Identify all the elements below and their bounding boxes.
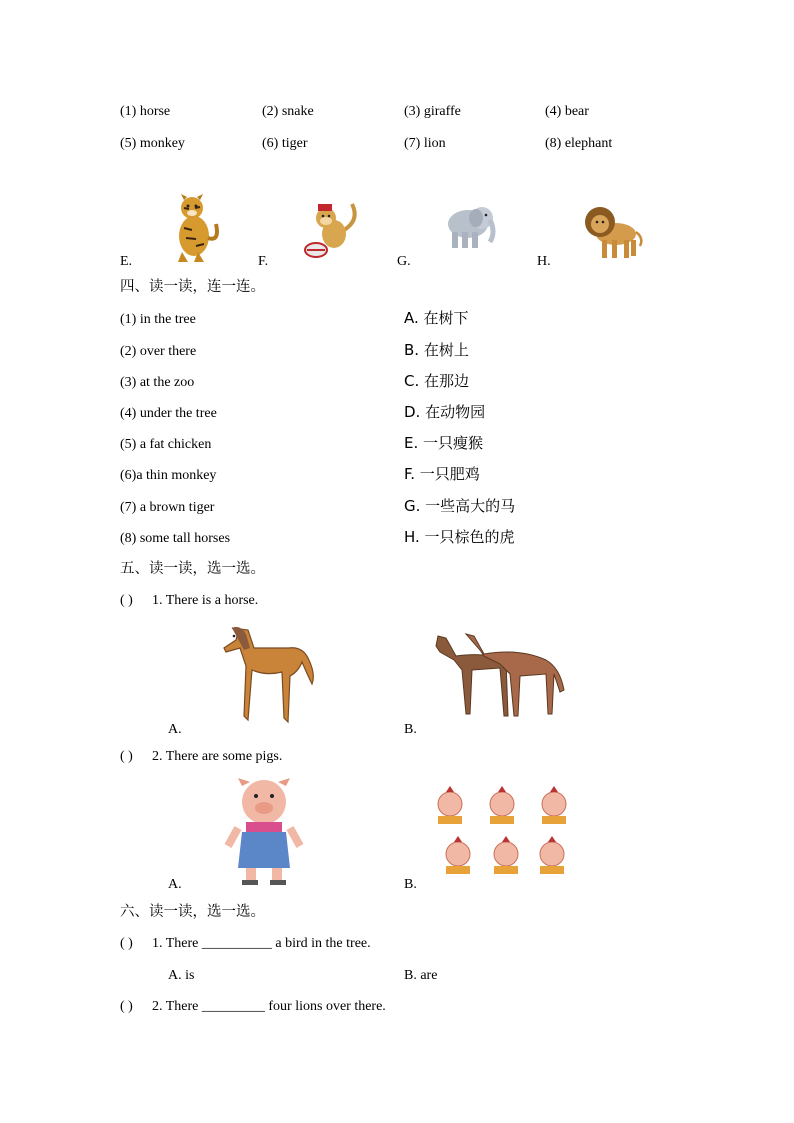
match-left-item: (5) a fat chicken — [120, 437, 212, 452]
vocab-item: (8) elephant — [545, 136, 613, 151]
monkey-drummer-icon — [304, 200, 360, 262]
lion-icon — [582, 200, 644, 262]
option-a[interactable]: A. is — [168, 968, 195, 983]
match-right-item: C. 在那边 — [404, 372, 470, 390]
answer-bracket[interactable]: ( ) — [120, 999, 133, 1014]
match-left-item: (8) some tall horses — [120, 531, 231, 546]
vocab-item: (3) giraffe — [404, 104, 461, 119]
vocab-item: (6) tiger — [262, 136, 308, 151]
section6-title: 六、读一读，选一选。 — [120, 904, 265, 920]
two-horses-icon — [432, 628, 568, 724]
six-pigs-icon — [430, 786, 576, 882]
match-right-item: H. 一只棕色的虎 — [404, 528, 515, 546]
question-text: 1. There __________ a bird in the tree. — [152, 936, 371, 951]
match-left-item: (1) in the tree — [120, 312, 196, 327]
match-right-item: B. 在树上 — [404, 341, 469, 359]
option-a-label[interactable]: A. — [168, 877, 182, 892]
vocab-item: (7) lion — [404, 136, 446, 151]
option-b-label[interactable]: B. — [404, 877, 417, 892]
section5-title: 五、读一读，选一选。 — [120, 561, 265, 577]
match-left-item: (6)a thin monkey — [120, 468, 217, 483]
question-text: 2. There _________ four lions over there. — [152, 999, 386, 1014]
match-left-item: (3) at the zoo — [120, 375, 195, 390]
answer-bracket[interactable]: ( ) — [120, 749, 133, 764]
tiger-icon — [166, 192, 222, 264]
section4-title: 四、读一读，连一连。 — [120, 279, 265, 295]
answer-bracket[interactable]: ( ) — [120, 593, 133, 608]
option-a-label[interactable]: A. — [168, 722, 182, 737]
question-text: 2. There are some pigs. — [152, 749, 283, 764]
horse-icon — [220, 622, 320, 734]
picture-label-e: E. — [120, 254, 133, 269]
match-left-item: (7) a brown tiger — [120, 500, 215, 515]
picture-label-h: H. — [537, 254, 551, 269]
pig-icon — [224, 776, 306, 886]
option-b[interactable]: B. are — [404, 968, 438, 983]
vocab-item: (1) horse — [120, 104, 171, 119]
match-left-item: (4) under the tree — [120, 406, 217, 421]
option-b-label[interactable]: B. — [404, 722, 417, 737]
question-text: 1. There is a horse. — [152, 593, 259, 608]
vocab-item: (5) monkey — [120, 136, 185, 151]
vocab-item: (4) bear — [545, 104, 589, 119]
vocab-item: (2) snake — [262, 104, 314, 119]
match-right-item: E. 一只瘦猴 — [404, 434, 484, 452]
match-right-item: F. 一只肥鸡 — [404, 465, 480, 483]
answer-bracket[interactable]: ( ) — [120, 936, 133, 951]
picture-label-g: G. — [397, 254, 411, 269]
match-right-item: G. 一些高大的马 — [404, 497, 516, 515]
match-left-item: (2) over there — [120, 344, 197, 359]
elephant-icon — [442, 204, 498, 250]
picture-label-f: F. — [258, 254, 269, 269]
match-right-item: D. 在动物园 — [404, 403, 486, 421]
match-right-item: A. 在树下 — [404, 309, 469, 327]
